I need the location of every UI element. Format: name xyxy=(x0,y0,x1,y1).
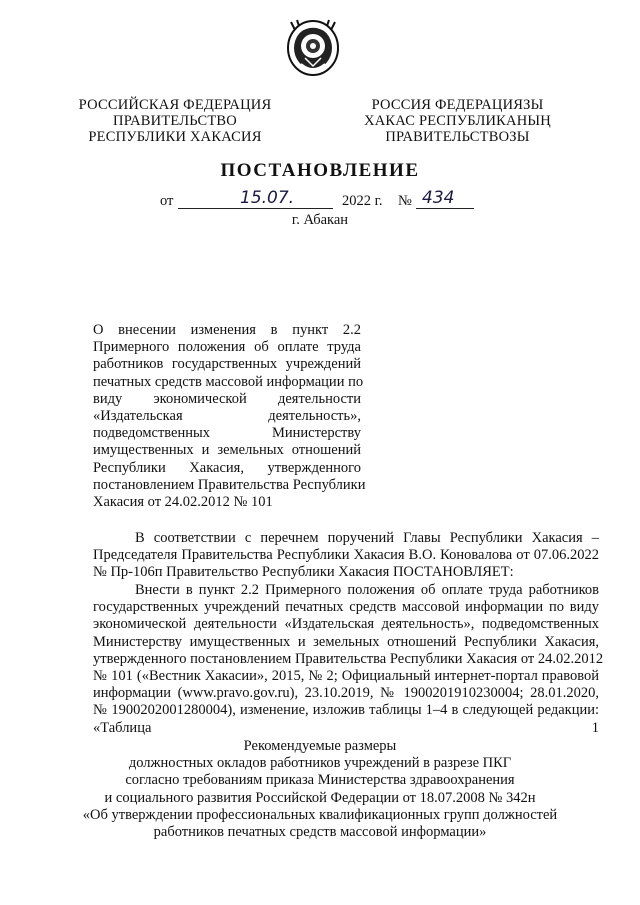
paragraph-line: Внести в пункт 2.2 Примерного положения об оплате труда работников xyxy=(135,582,599,598)
date-year: 2022 г. xyxy=(342,193,383,209)
paragraph-amendment xyxy=(93,582,604,737)
table-label: «Таблица 1 xyxy=(93,719,599,736)
subject-line: подведомственных Министерству xyxy=(93,425,361,442)
subject-line: постановлением Правительства Республики xyxy=(93,476,366,493)
coat-of-arms-emblem xyxy=(285,18,341,80)
table-caption xyxy=(0,738,640,841)
paragraph-line: № Пр-106п Правительство Республики Хакасия ПОСТАНОВЛЯЕТ: xyxy=(93,564,514,581)
header-right-line: ХАКАС РЕСПУБЛИКАНЫҢ xyxy=(364,113,551,129)
city-name: г. Абакан xyxy=(291,212,349,228)
document-number: 434 xyxy=(422,188,455,208)
caption-line: согласно требованиям приказа Министерства здравоохранения xyxy=(125,772,515,789)
header-right-block xyxy=(355,97,560,145)
caption-line: должностных окладов работников учреждений в разрезе ПКГ xyxy=(128,755,512,772)
subject-line: Республики Хакасия, утвержденного xyxy=(93,459,361,476)
paragraph-line: № 1900202001280004), изменение, изложив таблицы 1–4 в следующей редакции: xyxy=(93,702,599,719)
subject-line: «Издательская деятельность», xyxy=(93,408,361,425)
header-left-block xyxy=(70,97,280,145)
number-label: № xyxy=(398,193,412,209)
subject-line: Хакасия от 24.02.2012 № 101 xyxy=(93,494,273,511)
date-day-month: 15.07. xyxy=(240,188,295,208)
date-from-label: от xyxy=(160,193,174,209)
subject-line: О внесении изменения в пункт 2.2 xyxy=(93,322,361,338)
subject-line: имущественных и земельных отношений xyxy=(93,442,361,459)
caption-line: «Об утверждении профессиональных квалификационных групп должностей xyxy=(82,806,558,823)
subject-line: работников государственных учреждений xyxy=(93,356,361,373)
header-right-line: ПРАВИТЕЛЬСТВОЗЫ xyxy=(385,129,530,145)
caption-line: и социального развития Российской Федерации от 18.07.2008 № 342н xyxy=(104,789,536,806)
header-left-line: РЕСПУБЛИКИ ХАКАСИЯ xyxy=(88,129,262,145)
caption-line: Рекомендуемые размеры xyxy=(243,738,397,754)
number-underline xyxy=(416,208,474,209)
paragraph-line: утвержденного постановлением Правительства Республики Хакасия от 24.02.2012 xyxy=(93,650,604,667)
caption-line: работников печатных средств массовой информации» xyxy=(153,824,487,841)
paragraph-line: информации (www.pravo.gov.ru), 23.10.2019, № 1900201910230004; 28.01.2020, xyxy=(93,685,599,702)
date-underline xyxy=(178,208,333,209)
header-left-line: ПРАВИТЕЛЬСТВО xyxy=(113,113,237,129)
paragraph-line: В соответствии с перечнем поручений Главы Республики Хакасия – xyxy=(135,530,599,546)
paragraph-preamble xyxy=(93,530,599,582)
subject-line: Примерного положения об оплате труда xyxy=(93,339,361,356)
paragraph-line: экономической деятельности «Издательская деятельность», подведомственных xyxy=(93,616,599,633)
document-title: ПОСТАНОВЛЕНИЕ xyxy=(220,160,420,181)
paragraph-line: № 101 («Вестник Хакасии», 2015, № 2; Официальный интернет-портал правовой xyxy=(93,668,599,685)
paragraph-line: Министерству имущественных и земельных отношений Республики Хакасия, xyxy=(93,633,599,650)
date-number-line xyxy=(160,188,480,211)
header-right-line: РОССИЯ ФЕДЕРАЦИЯЗЫ xyxy=(371,97,544,113)
subject-block xyxy=(93,322,366,511)
paragraph-line: государственных учреждений печатных средств массовой информации по виду xyxy=(93,599,599,616)
header-left-line: РОССИЙСКАЯ ФЕДЕРАЦИЯ xyxy=(78,97,272,113)
subject-line: виду экономической деятельности xyxy=(93,390,361,407)
paragraph-line: Председателя Правительства Республики Хакасия В.О. Коновалова от 07.06.2022 xyxy=(93,547,599,564)
subject-line: печатных средств массовой информации по xyxy=(93,373,364,390)
